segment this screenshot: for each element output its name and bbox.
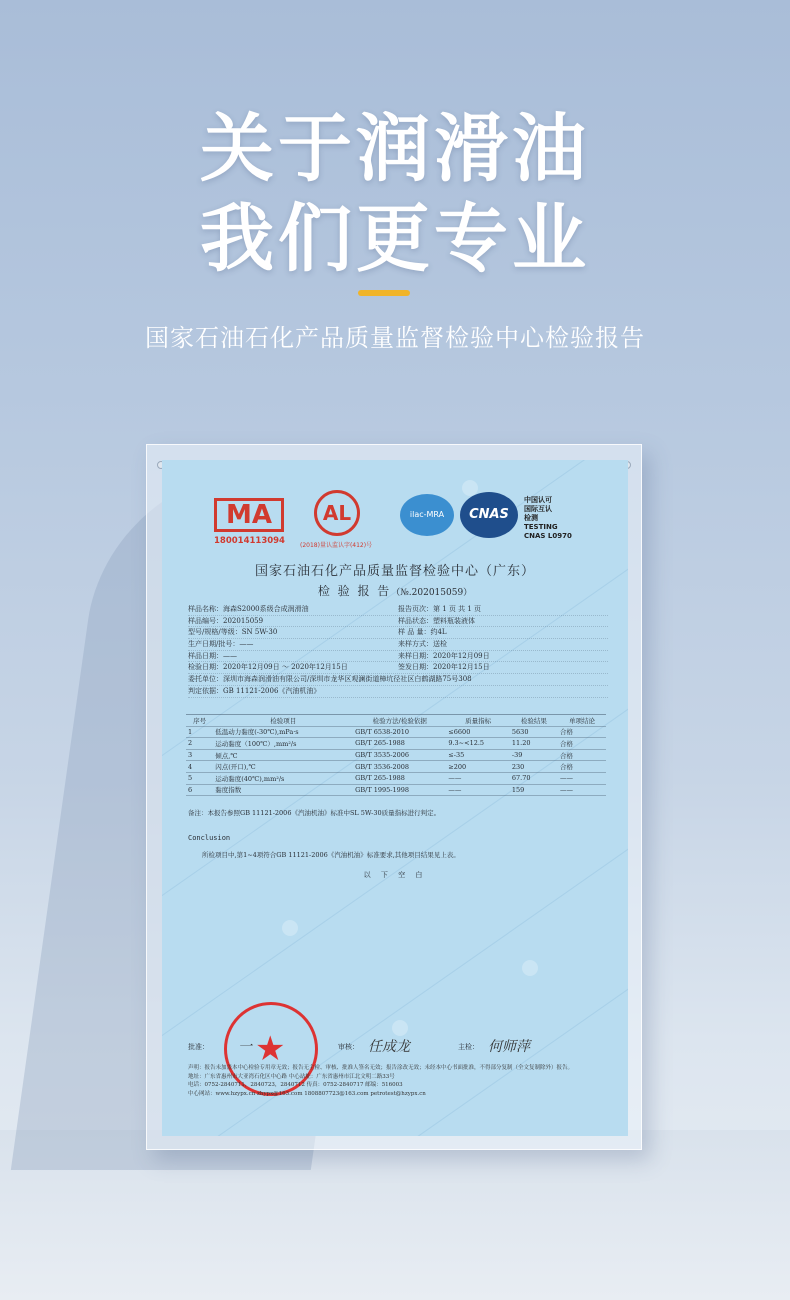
approver-signature: 一: [238, 1039, 252, 1055]
report-footer: 声明：报告未加盖本中心检验专用章无效；报告无主检、审核、批准人签名无效；报告涂改无效；未经本中心书面批准，不得部分复制（全文复制除外）报告。 地址：广东省惠州市大亚湾石化区中心路 中心站址：广东省惠州市江北文明二路33号 电话：0752-2840711，2840723，2840712 传真：0752-2840717 邮编：516003 中心网站：www.hzypx.cn zhypx@163.com 1808807723@163.com petrotest@hzypx.cn: [188, 1065, 574, 1097]
watermark-dot: [522, 960, 538, 976]
test-results-table: [186, 714, 606, 796]
info-row: 样品日期：—— 来样日期：2020年12月09日: [188, 651, 608, 663]
cma-logo: MA: [214, 498, 284, 532]
info-row: 判定依据：GB 11121-2006《汽油机油》: [188, 686, 608, 698]
inspection-report: [162, 460, 628, 1136]
watermark-dot: [282, 920, 298, 936]
approve-label: 批准：: [188, 1043, 209, 1051]
table-row: 3 倾点,℃ GB/T 3535-2006 ≤-35 -39 合格: [186, 749, 606, 761]
info-row: 型号/规格/等级：SN 5W-30 样 品 量：约4L: [188, 627, 608, 639]
table-row: 4 闪点(开口),℃ GB/T 3536-2008 ≥200 230 合格: [186, 761, 606, 773]
subtitle: 国家石油石化产品质量监督检验中心检验报告: [145, 324, 645, 352]
certification-logos: [162, 490, 628, 560]
ilac-mra-logo: ilac-MRA: [400, 494, 454, 536]
cnas-logo: CNAS: [460, 492, 518, 538]
table-header-row: 序号 检验项目 检验方法/检验依据 质量指标 检验结果 单项结论: [186, 715, 606, 727]
report-info: [188, 604, 608, 698]
info-row: 委托单位：深圳市海森润滑油有限公司/深圳市龙华区观澜街道樟坑径社区白鹤湖路75号308: [188, 674, 608, 686]
cnas-text: 中国认可 国际互认 检测 TESTING CNAS L0970: [524, 496, 572, 540]
table-row: 2 运动黏度（100℃）,mm²/s GB/T 265-1988 9.3~<12.5 11.20 合格: [186, 738, 606, 750]
table-row: 6 黏度指数 GB/T 1995-1998 —— 159 ——: [186, 784, 606, 796]
info-row: 生产日期/批号：—— 来样方式：送检: [188, 639, 608, 651]
review-label: 审核：: [338, 1043, 359, 1051]
table-row: 1 低温动力黏度(-30℃),mPa·s GB/T 6538-2010 ≤6600 5630 合格: [186, 726, 606, 738]
conclusion-heading: Conclusion: [188, 834, 231, 842]
inspector-signature: 何师萍: [488, 1039, 530, 1055]
reviewer-signature: 任成龙: [368, 1039, 410, 1055]
info-row: 样品编号：202015059 样品状态：塑料瓶装液体: [188, 616, 608, 628]
cal-logo: AL: [314, 490, 360, 536]
headline-line1: 关于润滑油: [200, 106, 590, 192]
chief-label: 主检：: [458, 1043, 479, 1051]
headline-line2: 我们更专业: [200, 196, 590, 282]
report-note: 备注：本报告参照GB 11121-2006《汽油机油》标准中SL 5W-30质量指标进行判定。: [188, 809, 441, 817]
watermark-dot: [392, 1020, 408, 1036]
seal-star-icon: ★: [255, 1029, 286, 1069]
info-row: 样品名称：海森S2000系级合成润滑油 报告页次：第 1 页 共 1 页: [188, 604, 608, 616]
cma-number: 180014113094: [214, 536, 285, 546]
cal-number: (2018)量认监认字(412)号: [300, 542, 373, 549]
info-row: 检验日期：2020年12月09日 ～ 2020年12月15日 签发日期：2020年12月15日: [188, 662, 608, 674]
blank-below-marker: 以 下 空 白: [363, 871, 427, 879]
accent-bar: [358, 290, 410, 296]
report-subtitle: 检 验 报 告（№.202015059）: [317, 584, 473, 598]
conclusion-text: 所检项目中,第1~4项符合GB 11121-2006《汽油机油》标准要求,其他项目结果见上表。: [202, 851, 460, 859]
table-row: 5 运动黏度(40℃),mm²/s GB/T 265-1988 —— 67.70 ——: [186, 772, 606, 784]
report-title: 国家石油石化产品质量监督检验中心（广东）: [254, 564, 535, 579]
